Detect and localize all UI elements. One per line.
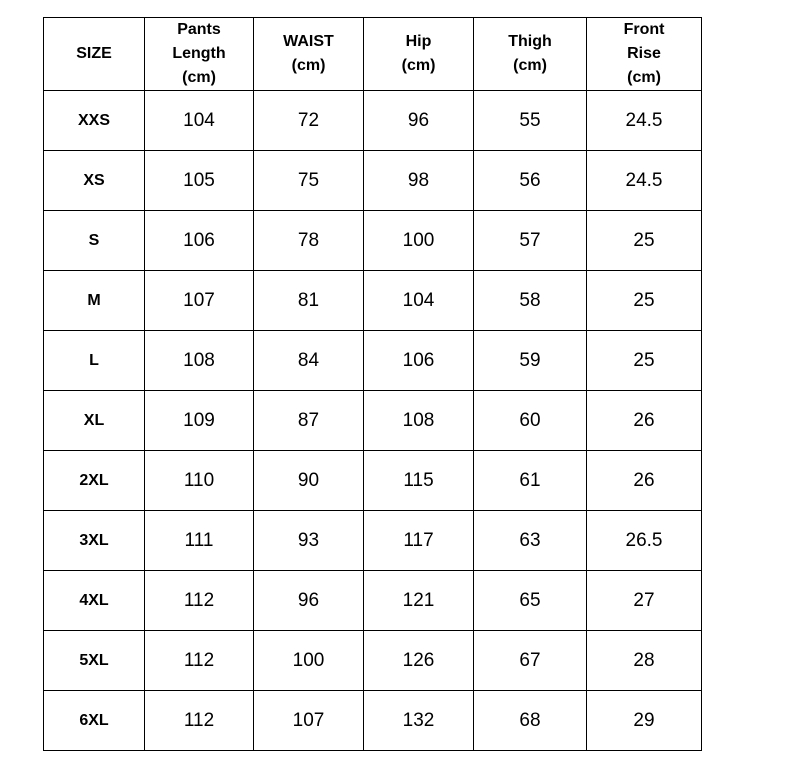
size-cell: 5XL xyxy=(44,631,145,691)
waist-cell: 78 xyxy=(254,211,364,271)
size-cell: XL xyxy=(44,391,145,451)
table-row xyxy=(44,271,702,331)
thigh-cell: 65 xyxy=(474,571,587,631)
table-row xyxy=(44,511,702,571)
waist-cell: 87 xyxy=(254,391,364,451)
header-line: Hip xyxy=(405,33,432,50)
header-pants-length xyxy=(145,18,254,91)
size-cell: 3XL xyxy=(44,511,145,571)
header-line: (cm) xyxy=(627,69,661,86)
thigh-cell: 61 xyxy=(474,451,587,511)
table-row xyxy=(44,91,702,151)
header-thigh xyxy=(474,18,587,91)
header-size xyxy=(44,18,145,91)
hip-cell: 132 xyxy=(364,691,474,751)
front-rise-cell: 29 xyxy=(587,691,702,751)
hip-cell: 108 xyxy=(364,391,474,451)
thigh-cell: 58 xyxy=(474,271,587,331)
front-rise-cell: 26.5 xyxy=(587,511,702,571)
pants-length-cell: 111 xyxy=(145,511,254,571)
table-body xyxy=(44,91,702,751)
waist-cell: 75 xyxy=(254,151,364,211)
hip-cell: 106 xyxy=(364,331,474,391)
header-hip xyxy=(364,18,474,91)
table-header xyxy=(44,18,702,91)
waist-cell: 72 xyxy=(254,91,364,151)
front-rise-cell: 26 xyxy=(587,391,702,451)
table-row xyxy=(44,451,702,511)
thigh-cell: 55 xyxy=(474,91,587,151)
hip-cell: 98 xyxy=(364,151,474,211)
pants-length-cell: 109 xyxy=(145,391,254,451)
hip-cell: 121 xyxy=(364,571,474,631)
header-line: (cm) xyxy=(291,57,326,74)
table-row xyxy=(44,331,702,391)
header-front-rise xyxy=(587,18,702,91)
header-line: (cm) xyxy=(182,69,216,86)
hip-cell: 126 xyxy=(364,631,474,691)
header-line: Front xyxy=(623,21,665,38)
front-rise-cell: 28 xyxy=(587,631,702,691)
size-cell: L xyxy=(44,331,145,391)
waist-cell: 90 xyxy=(254,451,364,511)
hip-cell: 96 xyxy=(364,91,474,151)
header-line: SIZE xyxy=(76,45,112,62)
table-row xyxy=(44,631,702,691)
table-row xyxy=(44,571,702,631)
waist-cell: 81 xyxy=(254,271,364,331)
pants-length-cell: 105 xyxy=(145,151,254,211)
thigh-cell: 63 xyxy=(474,511,587,571)
table-row xyxy=(44,691,702,751)
pants-length-cell: 112 xyxy=(145,691,254,751)
waist-cell: 100 xyxy=(254,631,364,691)
waist-cell: 96 xyxy=(254,571,364,631)
hip-cell: 100 xyxy=(364,211,474,271)
table-row xyxy=(44,391,702,451)
table-row xyxy=(44,211,702,271)
front-rise-cell: 25 xyxy=(587,331,702,391)
waist-cell: 93 xyxy=(254,511,364,571)
thigh-cell: 56 xyxy=(474,151,587,211)
front-rise-cell: 24.5 xyxy=(587,91,702,151)
header-line: (cm) xyxy=(401,57,436,74)
pants-length-cell: 108 xyxy=(145,331,254,391)
thigh-cell: 68 xyxy=(474,691,587,751)
header-line: Thigh xyxy=(508,33,552,50)
size-cell: M xyxy=(44,271,145,331)
header-row xyxy=(44,18,702,91)
pants-length-cell: 112 xyxy=(145,571,254,631)
thigh-cell: 67 xyxy=(474,631,587,691)
waist-cell: 84 xyxy=(254,331,364,391)
pants-length-cell: 107 xyxy=(145,271,254,331)
front-rise-cell: 26 xyxy=(587,451,702,511)
header-line: Pants xyxy=(177,21,221,38)
size-cell: S xyxy=(44,211,145,271)
size-cell: XXS xyxy=(44,91,145,151)
pants-length-cell: 104 xyxy=(145,91,254,151)
size-cell: 4XL xyxy=(44,571,145,631)
size-cell: 2XL xyxy=(44,451,145,511)
front-rise-cell: 25 xyxy=(587,271,702,331)
waist-cell: 107 xyxy=(254,691,364,751)
hip-cell: 104 xyxy=(364,271,474,331)
hip-cell: 115 xyxy=(364,451,474,511)
pants-length-cell: 112 xyxy=(145,631,254,691)
thigh-cell: 59 xyxy=(474,331,587,391)
front-rise-cell: 25 xyxy=(587,211,702,271)
front-rise-cell: 24.5 xyxy=(587,151,702,211)
header-waist xyxy=(254,18,364,91)
table-row xyxy=(44,151,702,211)
pants-length-cell: 110 xyxy=(145,451,254,511)
thigh-cell: 60 xyxy=(474,391,587,451)
thigh-cell: 57 xyxy=(474,211,587,271)
pants-length-cell: 106 xyxy=(145,211,254,271)
size-cell: 6XL xyxy=(44,691,145,751)
size-chart-table xyxy=(43,17,702,751)
header-line: Rise xyxy=(627,45,661,62)
hip-cell: 117 xyxy=(364,511,474,571)
header-line: (cm) xyxy=(513,57,547,74)
front-rise-cell: 27 xyxy=(587,571,702,631)
header-line: WAIST xyxy=(283,33,334,50)
size-cell: XS xyxy=(44,151,145,211)
header-line: Length xyxy=(172,45,226,62)
